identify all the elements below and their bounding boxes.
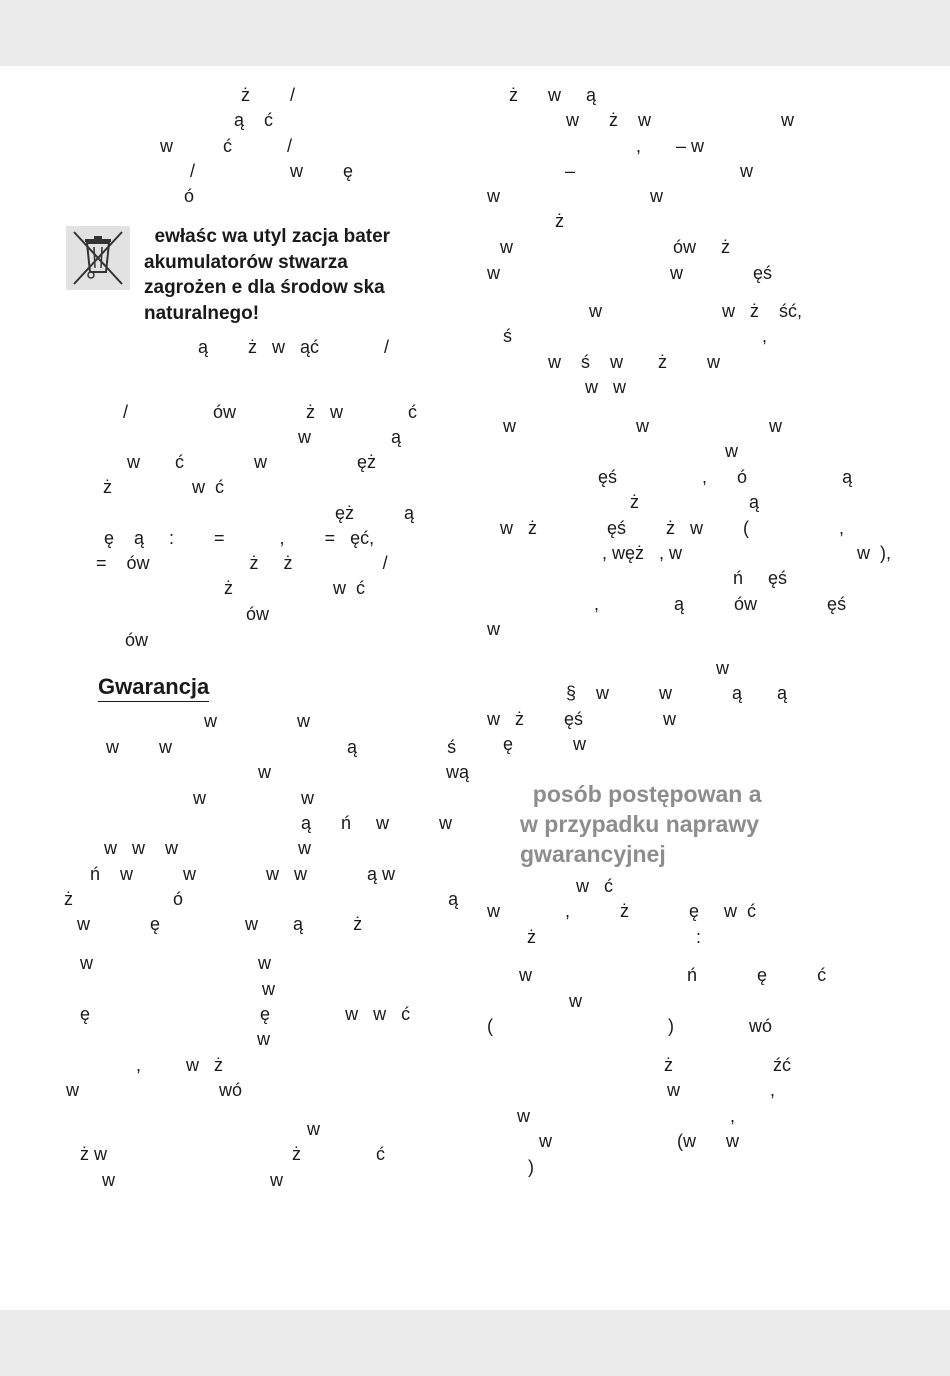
- text-line: / ów ż w ć: [123, 402, 418, 422]
- text-line: / w ę: [190, 161, 354, 181]
- text-line: ą ć: [234, 110, 274, 130]
- warning-line: naturalnego!: [144, 302, 260, 324]
- text-line: ż :: [527, 927, 702, 947]
- text-line: ż w ą: [509, 85, 597, 105]
- text-line: w: [569, 991, 582, 1011]
- text-line: ): [528, 1157, 534, 1177]
- text-line: ń ęś: [733, 568, 788, 588]
- text-line: w wó: [66, 1080, 243, 1100]
- warning-line: akumulatorów stwarza: [144, 251, 348, 273]
- text-line: w: [307, 1119, 320, 1139]
- heading-line: gwarancyjnej: [520, 841, 666, 867]
- text-line: w ń ę ć: [519, 965, 827, 985]
- text-line: w: [487, 619, 500, 639]
- text-line: ę w: [503, 734, 587, 754]
- text-line: w w: [585, 377, 627, 397]
- text-line: w: [725, 441, 738, 461]
- text-line: w , ż ę w ć: [487, 901, 757, 921]
- text-line: w: [716, 658, 729, 678]
- warning-line: ewłaśc wa utyl zacja bater: [144, 226, 391, 247]
- guarantee-heading: Gwarancja: [98, 674, 209, 702]
- text-line: w w w w: [104, 838, 312, 858]
- heading-line: posób postępowan a: [520, 781, 762, 807]
- text-line: – w: [565, 161, 754, 181]
- text-line: w ,: [517, 1106, 736, 1126]
- text-line: w w: [102, 1170, 284, 1190]
- text-line: ów: [125, 630, 149, 650]
- text-line: , ą ów ęś: [594, 594, 847, 614]
- warning-line: zagrożen e dla środow ska: [144, 277, 385, 298]
- text-line: ( ) wó: [487, 1016, 773, 1036]
- text-line: ż w ż ć: [80, 1144, 386, 1164]
- text-line: w w ęś: [487, 263, 773, 283]
- text-line: , w ż: [136, 1055, 224, 1075]
- text-line: w w ż ść,: [589, 301, 803, 321]
- text-line: w ś w ż w: [548, 352, 721, 372]
- text-line: w w: [80, 953, 272, 973]
- text-line: § w w ą ą: [566, 683, 788, 703]
- text-line: ś ,: [503, 326, 768, 346]
- text-line: w: [262, 979, 275, 999]
- text-line: ż ó ą: [64, 889, 459, 909]
- text-line: ęż ą: [335, 503, 415, 523]
- text-line: ż ą: [630, 492, 760, 512]
- text-line: w ż ęś w: [487, 709, 677, 729]
- heading-line: w przypadku naprawy: [520, 811, 760, 837]
- battery-disposal-warning: [144, 224, 444, 326]
- text-line: w ę w ą ż: [77, 914, 363, 934]
- text-line: w ż w w: [566, 110, 795, 130]
- text-line: w w ą ś: [106, 737, 457, 757]
- text-line: w w w: [503, 416, 783, 436]
- text-line: ż w ć: [224, 578, 366, 598]
- text-line: ń w w w w ą w: [90, 864, 396, 884]
- text-line: w ć /: [160, 136, 293, 156]
- text-line: w wą: [258, 762, 470, 782]
- text-line: , – w: [636, 136, 705, 156]
- text-line: ó: [184, 186, 195, 206]
- text-line: = ów ż ż /: [96, 553, 388, 573]
- text-line: w w: [193, 788, 315, 808]
- text-line: ów: [246, 604, 270, 624]
- text-line: ęś , ó ą: [598, 467, 853, 487]
- text-line: w w: [487, 186, 664, 206]
- text-line: ż w ć: [103, 477, 225, 497]
- text-line: w ów ż: [500, 237, 731, 257]
- text-line: w ż ęś ż w ( ,: [500, 518, 845, 538]
- text-line: w w: [204, 711, 311, 731]
- text-line: w ć: [576, 876, 614, 896]
- text-line: ą ż w ąć /: [198, 337, 390, 357]
- text-line: w ą: [298, 427, 402, 447]
- text-line: ż /: [241, 85, 296, 105]
- bottom-margin-band: [0, 1310, 950, 1376]
- top-margin-band: [0, 0, 950, 66]
- text-line: ę ę w w ć: [80, 1004, 411, 1024]
- text-line: ż: [555, 211, 564, 231]
- text-line: w (w w: [539, 1131, 740, 1151]
- text-line: w ć w ęż: [127, 452, 377, 472]
- text-line: , węż , w w ),: [602, 543, 892, 563]
- warranty-repair-procedure-heading: [520, 779, 762, 869]
- text-line: ę ą : = , = ęć,: [104, 528, 375, 548]
- text-line: w ,: [667, 1080, 776, 1100]
- text-line: ż źć: [664, 1055, 792, 1075]
- crossed-out-wheelie-bin-icon: [66, 226, 130, 290]
- text-line: w: [257, 1029, 270, 1049]
- text-line: ą ń w w: [301, 813, 453, 833]
